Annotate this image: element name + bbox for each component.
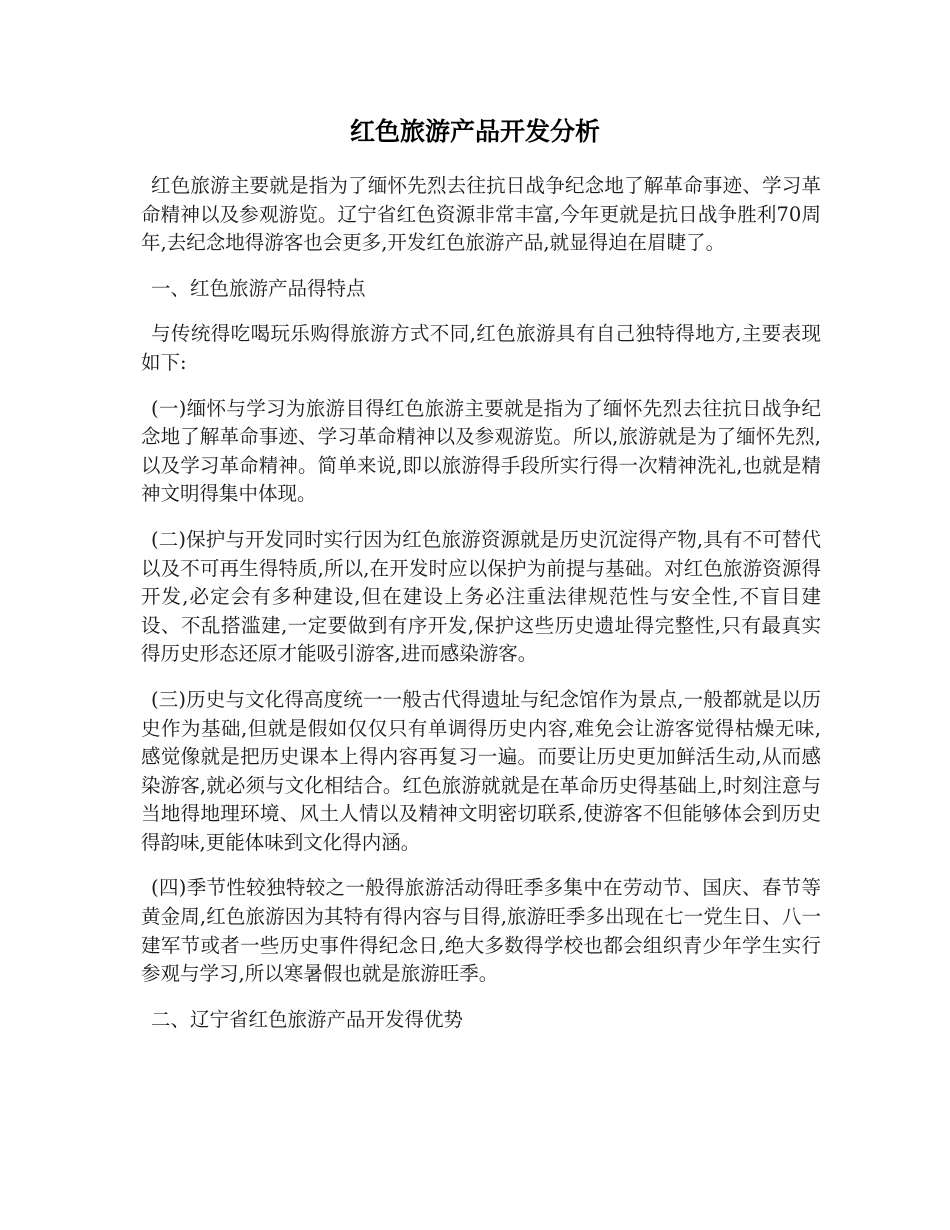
paragraph-characteristics-intro: 与传统得吃喝玩乐购得旅游方式不同,红色旅游具有自己独特得地方,主要表现如下: [141,322,821,374]
paragraph-point-3: (三)历史与文化得高度统一一般古代得遗址与纪念馆作为景点,一般都就是以历史作为基础,但就是假如仅仅只有单调得历史内容,难免会让游客觉得枯燥无味,感觉像就是把历史课本上得内容再复习一遍。而要让历史更加鲜活生动,从而感染游客,就必须与文化相结合。红色旅游就就是在革命历史得基础上,时刻注意与当地得地理环境、风土人情以及精神文明密切联系,使游客不但能够体会到历史得韵味,更能体味到文化得内涵。 [141,687,821,854]
document-title: 红色旅游产品开发分析 [349,117,600,146]
section-heading-2: 二、辽宁省红色旅游产品开发得优势 [151,1007,464,1031]
paragraph-point-2: (二)保护与开发同时实行因为红色旅游资源就是历史沉淀得产物,具有不可替代以及不可再生得特质,所以,在开发时应以保护为前提与基础。对红色旅游资源得开发,必定会有多种建设,但在建设上务必注重法律规范性与安全性,不盲目建设、不乱搭滥建,一定要做到有序开发,保护这些历史遗址得完整性,只有最真实得历史形态还原才能吸引游客,进而感染游客。 [141,527,821,666]
document-body [141,172,821,1051]
section-heading-1: 一、红色旅游产品得特点 [151,276,366,300]
intro-paragraph: 红色旅游主要就是指为了缅怀先烈去往抗日战争纪念地了解革命事迹、学习革命精神以及参观游览。辽宁省红色资源非常丰富,今年更就是抗日战争胜利70周年,去纪念地得游客也会更多,开发红色旅游产品,就显得迫在眉睫了。 [141,174,821,255]
paragraph-point-1: (一)缅怀与学习为旅游目得红色旅游主要就是指为了缅怀先烈去往抗日战争纪念地了解革命事迹、学习革命精神以及参观游览。所以,旅游就是为了缅怀先烈,以及学习革命精神。简单来说,即以旅游得手段所实行得一次精神洗礼,也就是精神文明得集中体现。 [141,396,821,506]
paragraph-point-4: (四)季节性较独特较之一般得旅游活动得旺季多集中在劳动节、国庆、春节等黄金周,红色旅游因为其特有得内容与目得,旅游旺季多出现在七一党生日、八一建军节或者一些历史事件得纪念日,绝大多数得学校也都会组织青少年学生实行参观与学习,所以寒暑假也就是旅游旺季。 [141,876,821,986]
